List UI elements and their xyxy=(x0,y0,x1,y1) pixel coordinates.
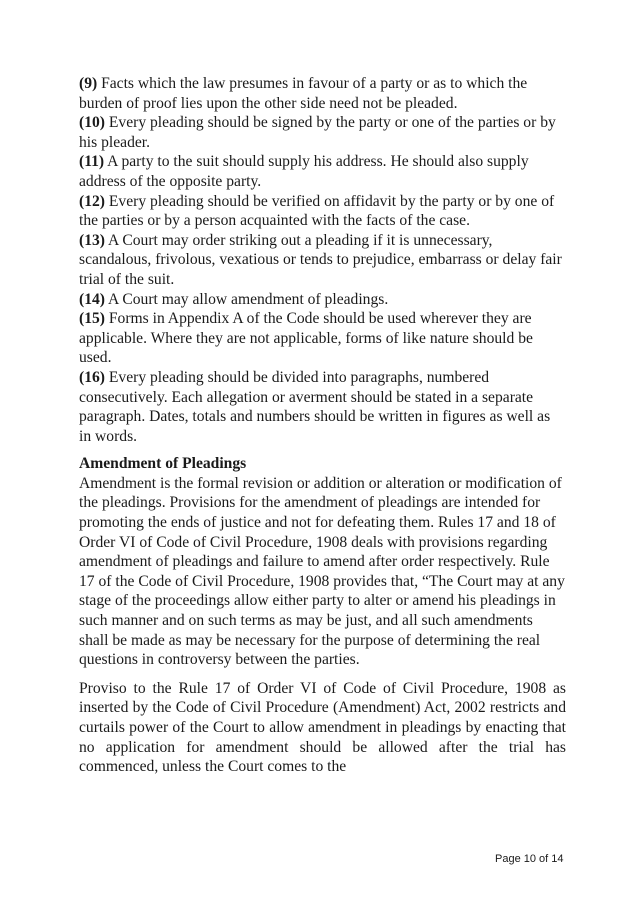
list-item xyxy=(79,152,566,191)
item-number: (12) xyxy=(79,192,105,210)
item-number: (13) xyxy=(79,231,105,249)
item-number: (16) xyxy=(79,368,105,386)
list-item xyxy=(79,290,566,310)
item-text: Every pleading should be signed by the party or one of the parties or by his pleader. xyxy=(79,114,556,151)
list-item xyxy=(79,368,566,446)
item-number: (15) xyxy=(79,310,105,328)
list-item xyxy=(79,192,566,231)
item-text: A Court may allow amendment of pleadings. xyxy=(104,290,389,308)
item-text: A Court may order striking out a pleading if it is unnecessary, scandalous, frivolous, vexatious or tends to prejudice, embarrass or delay fair trial of the suit. xyxy=(79,231,562,288)
list-item xyxy=(79,74,566,113)
document-page xyxy=(79,74,566,777)
item-text: Every pleading should be divided into paragraphs, numbered consecutively. Each allegation or averment should be stated in a separate paragraph. Dates, totals and numbers should be written in figures as well as in words. xyxy=(79,368,551,445)
section-heading: Amendment of Pleadings xyxy=(79,455,247,473)
section-paragraph: Amendment is the formal revision or addition or alteration or modification of the pleadings. Provisions for the amendment of pleadings are intended for promoting the ends of justice and not for defeating them. Rules 17 and 18 of Order VI of Code of Civil Procedure, 1908 deals with provisions regarding amendment of pleadings and failure to amend after order respectively. Rule 17 of the Code of Civil Procedure, 1908 provides that, “The Court may at any stage of the proceedings allow either party to alter or amend his pleadings in such manner and on such terms as may be just, and all such amendments shall be made as may be necessary for the purpose of determining the real questions in controversy between the parties. xyxy=(79,474,565,669)
list-item xyxy=(79,309,566,368)
item-number: (11) xyxy=(79,153,105,171)
item-number: (9) xyxy=(79,75,98,92)
item-text: Facts which the law presumes in favour of a party or as to which the burden of proof lies upon the other side need not be pleaded. xyxy=(79,75,528,112)
item-text: Forms in Appendix A of the Code should be used wherever they are applicable. Where they are not applicable, forms of like nature should be used. xyxy=(79,310,533,367)
item-number: (10) xyxy=(79,114,105,132)
list-item xyxy=(79,113,566,152)
item-text: Every pleading should be verified on affidavit by the party or by one of the parties or by a person acquainted with the facts of the case. xyxy=(79,192,555,230)
section-paragraph: Proviso to the Rule 17 of Order VI of Code of Civil Procedure, 1908 as inserted by the Code of Civil Procedure (Amendment) Act, 2002 restricts and curtails power of the Court to allow amendment in pleadings by enacting that no application for amendment should be allowed after the trial has commenced, unless the Court comes to the xyxy=(79,679,566,776)
item-number: (14) xyxy=(79,290,105,308)
page-number: Page 10 of 14 xyxy=(495,853,564,865)
list-item xyxy=(79,231,566,290)
item-text: A party to the suit should supply his address. He should also supply address of the opposite party. xyxy=(79,153,529,190)
